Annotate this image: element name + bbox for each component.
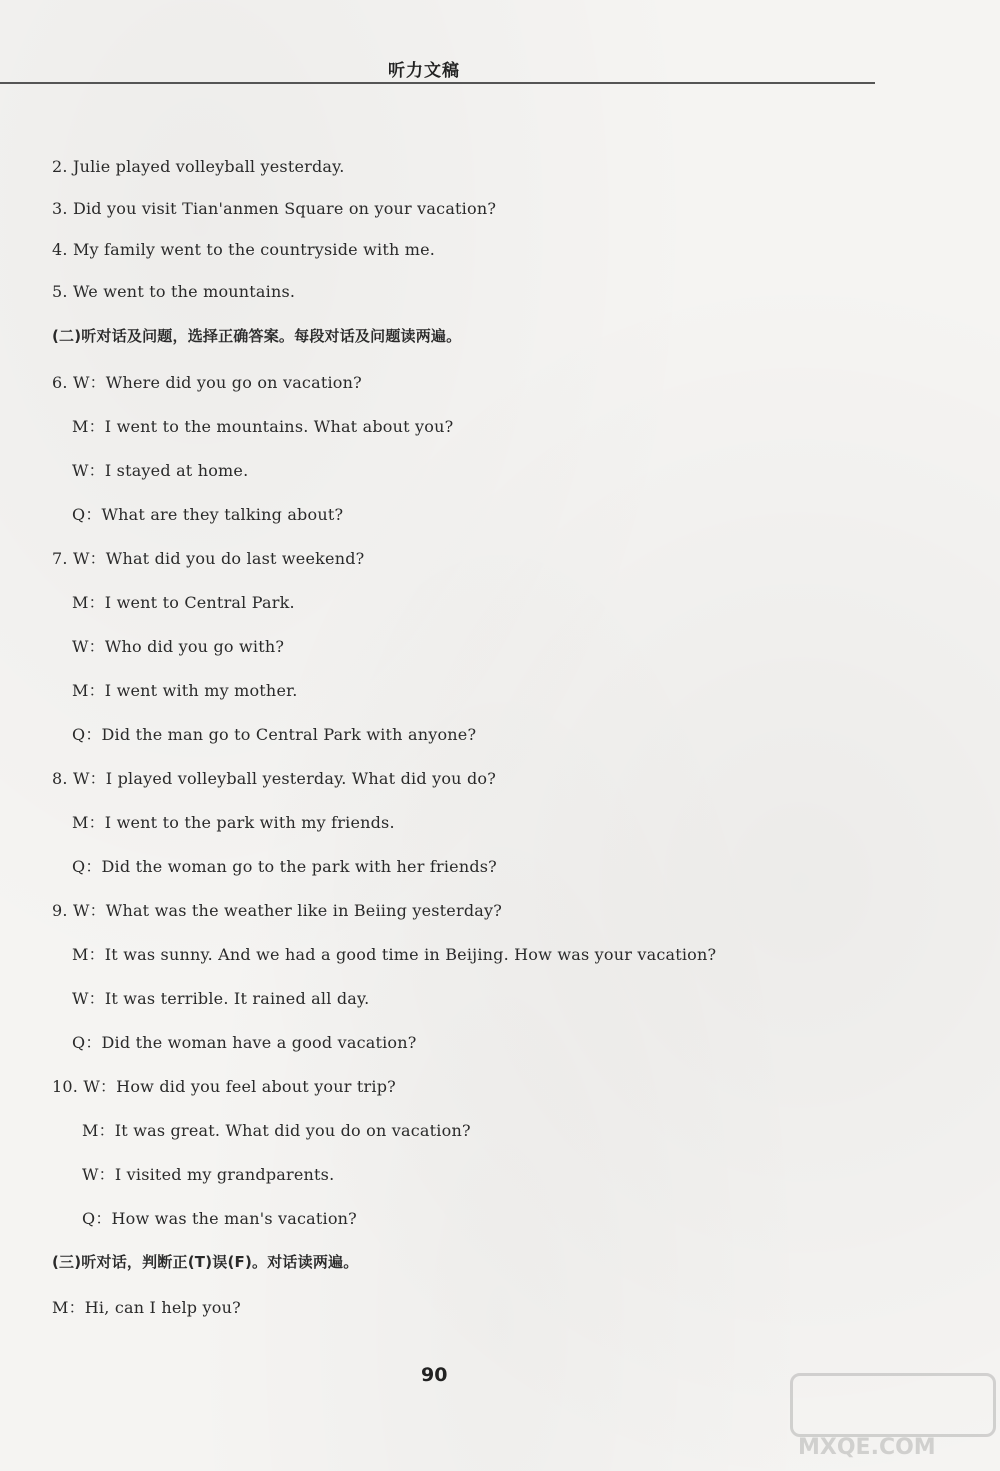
question-line: Q：Did the woman have a good vacation? [72, 1033, 417, 1052]
question-line: Q：What are they talking about? [72, 505, 344, 524]
dialogue-line: M：It was sunny. And we had a good time in Beijing. How was your vacation? [72, 945, 717, 964]
dialogue-line: W：I stayed at home. [72, 461, 249, 480]
question-line: Q：How was the man's vacation? [82, 1209, 357, 1228]
question-line: Q：Did the woman go to the park with her friends? [72, 857, 497, 876]
dialogue-line: 9. W：What was the weather like in Beiing yesterday? [52, 901, 503, 920]
dialogue-line: 7. W：What did you do last weekend? [52, 549, 365, 568]
section-heading-2: (二)听对话及问题，选择正确答案。每段对话及问题读两遍。 [52, 327, 462, 345]
transcript-line: 3. Did you visit Tian'anmen Square on your vacation? [52, 199, 497, 218]
dialogue-line: M：I went with my mother. [72, 681, 298, 700]
dialogue-line: 10. W：How did you feel about your trip? [52, 1077, 396, 1096]
watermark-logo-icon [790, 1373, 996, 1437]
dialogue-line: W：It was terrible. It rained all day. [72, 989, 370, 1008]
page-header [0, 48, 875, 84]
watermark [780, 1367, 990, 1467]
dialogue-line: M：Hi, can I help you? [52, 1298, 241, 1317]
dialogue-line: 6. W：Where did you go on vacation? [52, 373, 362, 392]
question-line: Q：Did the man go to Central Park with anyone? [72, 725, 477, 744]
dialogue-line: M：I went to the park with my friends. [72, 813, 395, 832]
dialogue-line: 8. W：I played volleyball yesterday. What did you do? [52, 769, 496, 788]
dialogue-line: W：Who did you go with? [72, 637, 285, 656]
transcript-line: 2. Julie played volleyball yesterday. [52, 157, 345, 176]
section-heading-3: (三)听对话，判断正(T)误(F)。对话读两遍。 [52, 1253, 359, 1271]
dialogue-line: M：I went to the mountains. What about you? [72, 417, 454, 436]
dialogue-line: M：It was great. What did you do on vacation? [82, 1121, 471, 1140]
header-rule [0, 82, 875, 84]
dialogue-line: W：I visited my grandparents. [82, 1165, 335, 1184]
transcript-line: 5. We went to the mountains. [52, 282, 296, 301]
transcript-line: 4. My family went to the countryside with me. [52, 240, 436, 259]
dialogue-line: M：I went to Central Park. [72, 593, 295, 612]
page-number: 90 [421, 1364, 448, 1386]
header-title: 听力文稿 [388, 61, 460, 81]
watermark-text: MXQE.COM [798, 1435, 936, 1460]
